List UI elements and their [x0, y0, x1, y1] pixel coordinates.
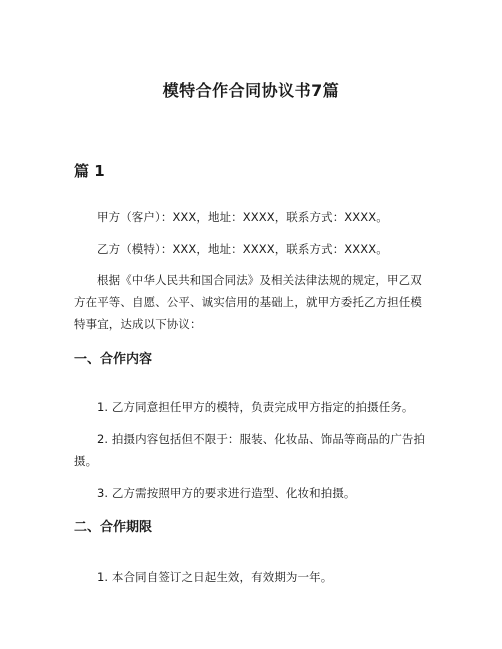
- party-a-line: 甲方（客户）：XXX，地址：XXXX，联系方式：XXXX。: [97, 210, 388, 224]
- party-b-line: 乙方（模特）：XXX，地址：XXXX，联系方式：XXXX。: [97, 242, 388, 256]
- document-title: 模特合作合同协议书7篇: [162, 81, 340, 100]
- clause-2-1: 1. 本合同自签订之日起生效，有效期为一年。: [97, 570, 333, 584]
- section-heading-cooperation-term: 二、合作期限: [74, 520, 153, 535]
- preamble-paragraph: 根据《中华人民共和国合同法》及相关法律法规的规定，甲乙双方在平等、自愿、公平、诚实信用的基础上，就甲方委托乙方担任模特事宜，达成以下协议：: [74, 273, 422, 331]
- clause-1-1: 1. 乙方同意担任甲方的模特，负责完成甲方指定的拍摄任务。: [97, 400, 414, 414]
- clause-1-2: 2. 拍摄内容包括但不限于：服装、化妆品、饰品等商品的广告拍摄。: [74, 432, 426, 468]
- section-label: 篇 1: [74, 162, 105, 180]
- clause-1-3: 3. 乙方需按照甲方的要求进行造型、化妆和拍摄。: [97, 486, 356, 500]
- section-heading-cooperation-content: 一、合作内容: [74, 352, 153, 367]
